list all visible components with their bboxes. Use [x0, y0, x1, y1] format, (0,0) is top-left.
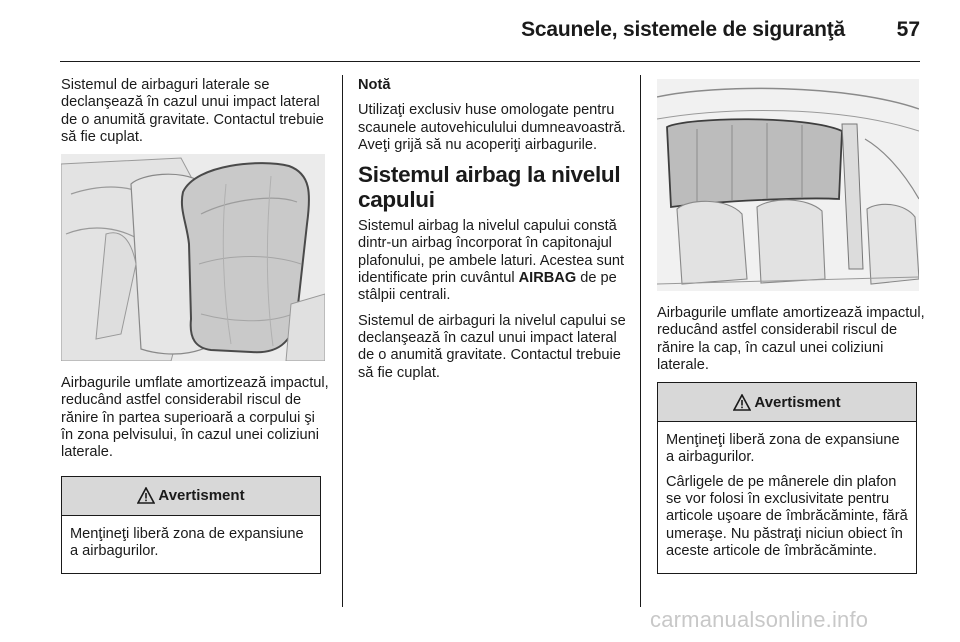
warning-triangle-icon [733, 394, 751, 411]
warning-box-curtain-airbag [657, 382, 917, 574]
warning-title: Avertisment [754, 393, 841, 411]
curtain-airbag-deployment: Sistemul de airbaguri la nivelul capului se declanşează în cazul unui impact lateral de o anumită gravitate. Contactul trebuie să fie cuplat. [358, 312, 626, 381]
curtain-airbag-caption: Airbagurile umflate amortizează impactul, reducând astfel considerabil riscul de rănire la cap, în cazul unei coliziuni laterale. [657, 305, 925, 373]
warning-title: Avertisment [158, 487, 245, 505]
warning-box-side-airbag [61, 476, 321, 575]
column-3 [657, 77, 925, 574]
warning-line: Cârligele de pe mânerele din plafon se vor folosi în exclusivitate pentru articole uşoare de îmbrăcăminte, fără umeraşe. Nu păstraţi niciun obiect în aceste articole de îmbrăcăminte. [666, 473, 908, 559]
side-airbag-drawing [61, 154, 325, 361]
curtain-airbag-description [358, 218, 630, 304]
note-title: Notă [358, 77, 391, 93]
column-2 [358, 77, 630, 390]
airbag-label: AIRBAG [518, 270, 577, 287]
warning-line: Menţineţi liberă zona de expansiune a airbagurilor. [70, 525, 304, 559]
warning-header [658, 383, 916, 422]
running-header-title: Scaunele, sistemele de siguranţă [521, 18, 845, 41]
header-rule [60, 61, 920, 62]
side-airbag-caption: Airbagurile umflate amortizează impactul, reducând astfel considerabil riscul de rănire în partea superioară a corpului şi în zona pelvisului, în cazul unei coliziuni laterale. [61, 375, 329, 461]
page-number: 57 [896, 18, 920, 41]
note-text: Utilizaţi exclusiv huse omologate pentru scaunele autovehiculului dumneavoastră. Aveţi grijă să nu acoperiţi airbagurile. [358, 102, 626, 153]
para-text-end: de pe stâlpii centrali. [358, 270, 617, 304]
warning-body [658, 422, 916, 573]
section-heading-curtain-airbag: Sistemul airbag la nivelul capului [358, 162, 621, 213]
warning-line: Menţineţi liberă zona de expansiune a airbagurilor. [666, 432, 900, 466]
para-text: Sistemul airbag la nivelul capului constă dintr-un airbag încorporat în capitonajul plafonului, pe ambele laturi. Acestea sunt identificate prin cuvântul [358, 218, 625, 287]
warning-triangle-icon [137, 487, 155, 504]
watermark: carmanualsonline.info [650, 607, 869, 632]
curtain-airbag-illustration [657, 79, 919, 291]
warning-body [62, 516, 320, 574]
side-airbag-illustration [61, 154, 325, 361]
column-divider-left [342, 75, 343, 607]
column-1 [61, 77, 329, 574]
side-airbag-intro: Sistemul de airbaguri laterale se declanşează în cazul unui impact lateral de o anumită gravitate. Contactul trebuie să fie cuplat. [61, 77, 324, 145]
column-divider-right [640, 75, 641, 607]
warning-header [62, 477, 320, 516]
curtain-airbag-drawing [657, 79, 919, 291]
